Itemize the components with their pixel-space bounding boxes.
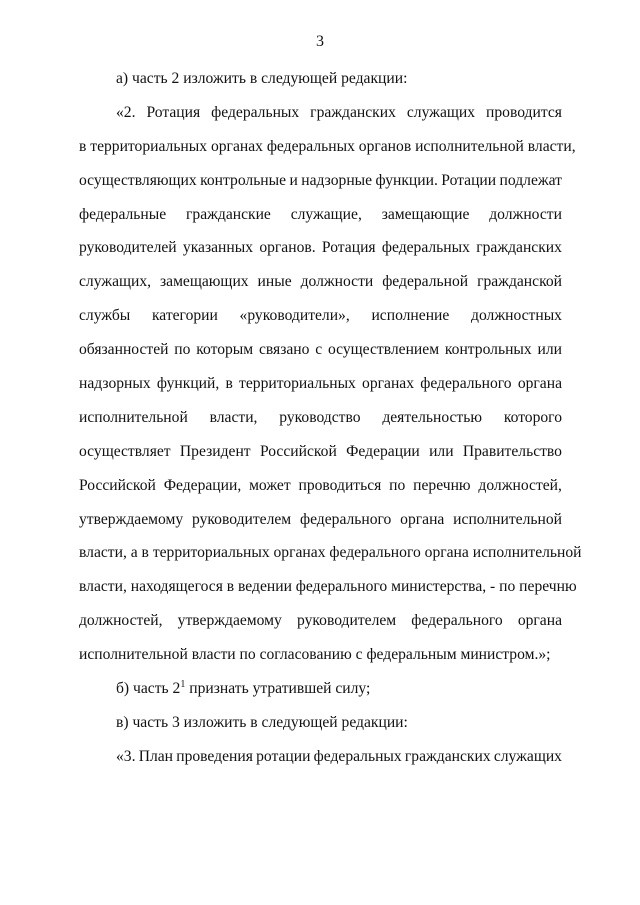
text-line: утверждаемому руководителем федерального органа исполнительной [79, 510, 562, 528]
item-c: в) часть 3 изложить в следующей редакции: [116, 713, 408, 731]
item-a: а) часть 2 изложить в следующей редакции: [116, 70, 408, 87]
text-line: Российской Федерации, может проводиться по перечню должностей, [79, 476, 562, 494]
item-b-text: б) часть 2 [116, 680, 181, 698]
quote-part-2-last-line: исполнительной власти по согласованию с федеральным министром.»; [79, 646, 551, 664]
text-line: федеральные гражданские служащие, замещающие должности [79, 205, 562, 223]
text-line: в территориальных органах федеральных органов исполнительной власти, [79, 137, 576, 155]
text-line: исполнительной власти, руководство деятельностью которого [79, 408, 562, 426]
text-line: осуществляющих контрольные и надзорные функции. Ротации подлежат [79, 171, 562, 189]
text-line: «3. План проведения ротации федеральных гражданских служащих [116, 747, 562, 765]
text-line: «2. Ротация федеральных гражданских служащих проводится [116, 103, 562, 121]
item-b-superscript: 1 [180, 679, 186, 691]
text-line: служащих, замещающих иные должности федеральной гражданской [79, 273, 562, 291]
document-body [79, 62, 582, 774]
text-line: власти, а в территориальных органах федерального органа исполнительной [79, 544, 582, 562]
page-number: 3 [316, 33, 324, 50]
text-line: службы категории «руководители», исполнение должностных [79, 307, 562, 325]
text-line: должностей, утверждаемому руководителем федерального органа [79, 612, 562, 630]
text-line: руководителей указанных органов. Ротация федеральных гражданских [79, 239, 562, 257]
text-line: осуществляет Президент Российской Федерации или Правительство [79, 442, 562, 460]
quote-part-2 [79, 96, 582, 638]
text-line: обязанностей по которым связано с осуществлением контрольных или [79, 341, 562, 359]
quote-part-3 [79, 740, 562, 774]
text-line: власти, находящегося в ведении федерального министерства, - по перечню [79, 578, 577, 596]
item-b-text-rest: признать утратившей силу; [185, 680, 371, 698]
item-b [79, 672, 562, 706]
text-line: надзорных функций, в территориальных органах федерального органа [79, 375, 562, 393]
